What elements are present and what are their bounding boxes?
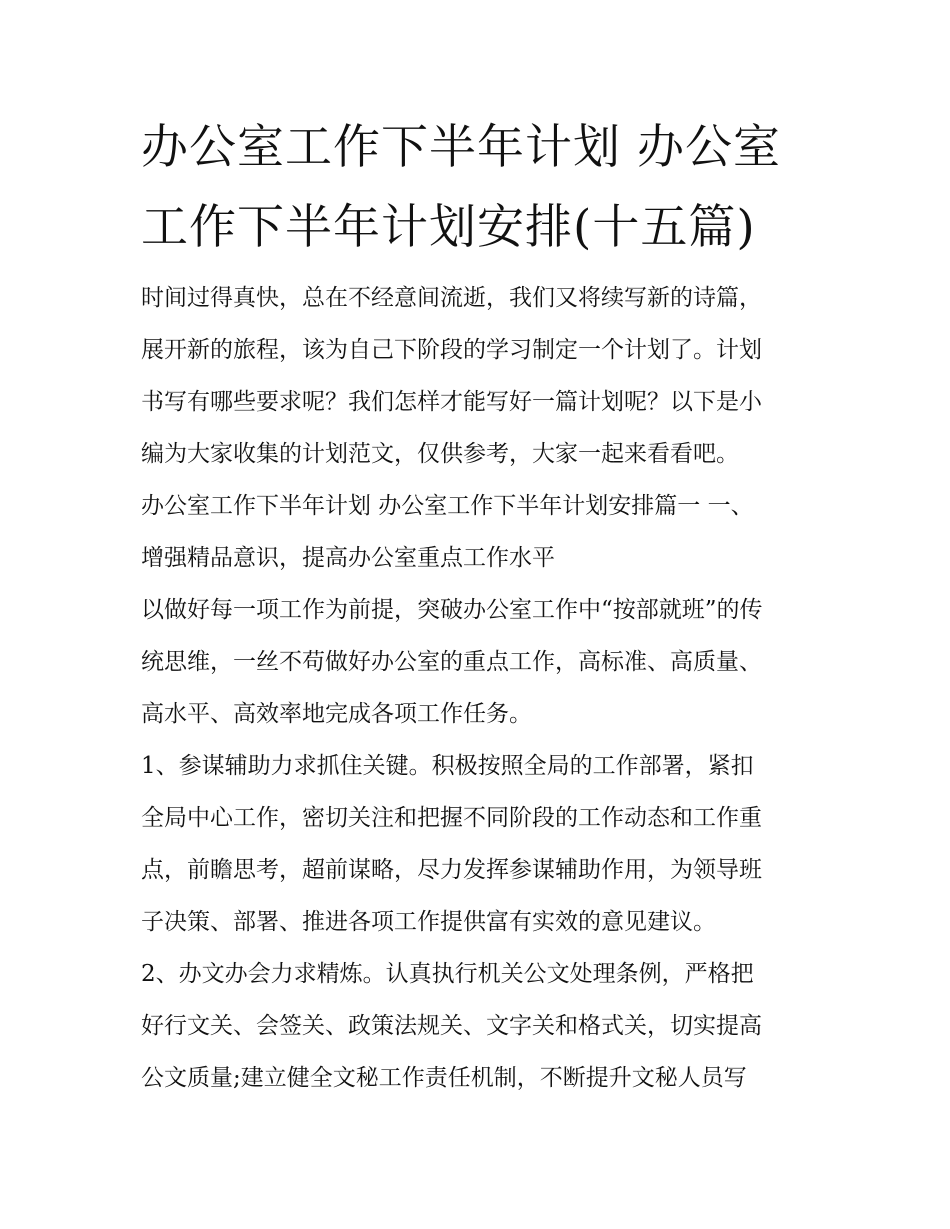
title-line: 办公室工作下半年计划 办公室 [141, 120, 781, 175]
item-2-paragraph [141, 948, 821, 1104]
text-line: 编为大家收集的计划范文，仅供参考，大家一起来看看吧。 [141, 441, 739, 467]
text-line: 子决策、部署、推进各项工作提供富有实效的意见建议。 [141, 909, 716, 935]
title-line: 工作下半年计划安排(十五篇) [141, 200, 756, 255]
item-1-paragraph [141, 740, 821, 948]
text-line: 书写有哪些要求呢？我们怎样才能写好一篇计划呢？以下是小 [141, 389, 762, 415]
text-line: 增强精品意识，提高办公室重点工作水平 [141, 545, 555, 571]
text-line: 时间过得真快，总在不经意间流逝，我们又将续写新的诗篇， [141, 285, 762, 311]
text-line: 全局中心工作，密切关注和把握不同阶段的工作动态和工作重 [141, 805, 762, 831]
text-line: 办公室工作下半年计划 办公室工作下半年计划安排篇一 一、 [141, 493, 754, 519]
text-line: 点，前瞻思考，超前谋略，尽力发挥参谋辅助作用，为领导班 [141, 857, 762, 883]
intro-paragraph [141, 272, 821, 480]
section-heading-paragraph [141, 480, 821, 584]
text-line: 1、参谋辅助力求抓住关键。积极按照全局的工作部署，紧扣 [141, 753, 754, 779]
text-line: 以做好每一项工作为前提，突破办公室工作中“按部就班”的传 [141, 597, 763, 623]
text-line: 公文质量;建立健全文秘工作责任机制，不断提升文秘人员写 [141, 1065, 747, 1091]
text-line: 展开新的旅程，该为自己下阶段的学习制定一个计划了。计划 [141, 337, 762, 363]
document-body [141, 108, 821, 1104]
text-line: 高水平、高效率地完成各项工作任务。 [141, 701, 532, 727]
text-line: 2、办文办会力求精炼。认真执行机关公文处理条例，严格把 [141, 961, 754, 987]
text-line: 统思维，一丝不苟做好办公室的重点工作，高标准、高质量、 [141, 649, 762, 675]
body-paragraph [141, 584, 821, 740]
text-line: 好行文关、会签关、政策法规关、文字关和格式关，切实提高 [141, 1013, 762, 1039]
document-title [141, 108, 821, 268]
